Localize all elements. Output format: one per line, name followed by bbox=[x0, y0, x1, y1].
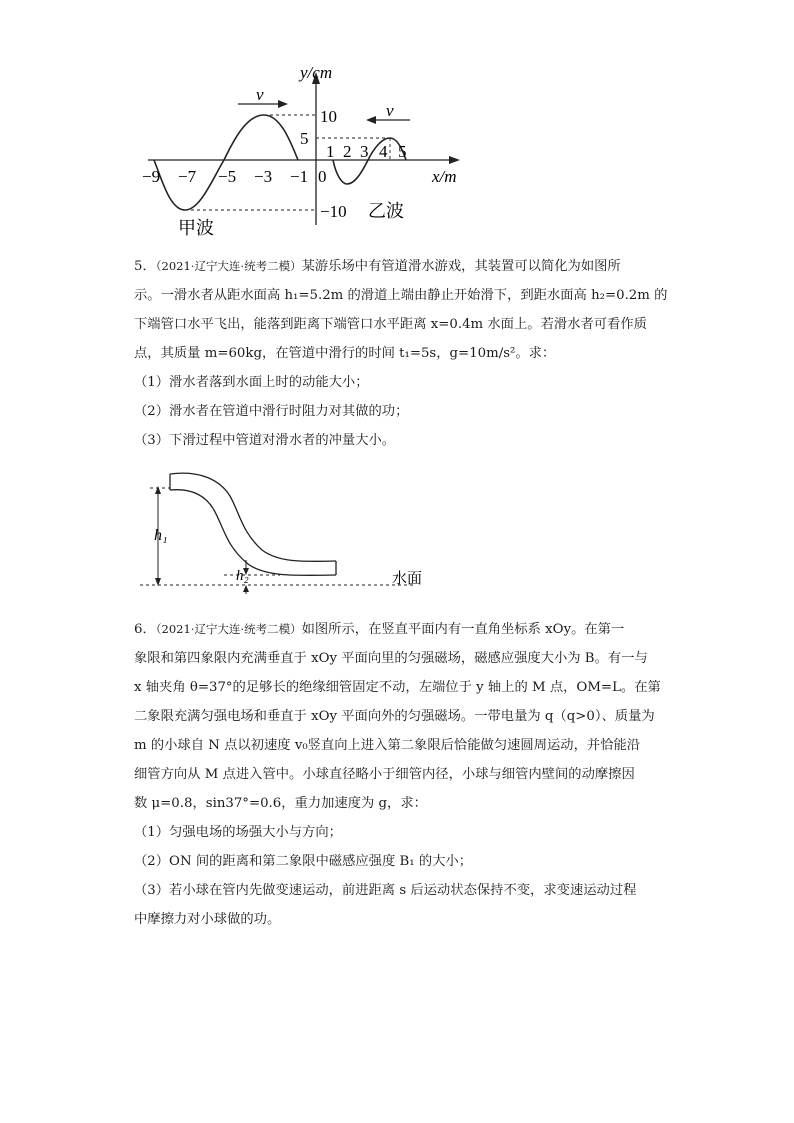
h1-label: h₁ bbox=[154, 527, 168, 544]
velocity-label-right: v bbox=[386, 101, 394, 120]
problem-6 bbox=[134, 615, 674, 934]
problem-6-line-6: 细管方向从 M 点进入管中。小球直径略小于细管内径，小球与细管内壁间的动摩擦因 bbox=[134, 767, 635, 782]
problem-6-question-3: （3）若小球在管内先做变速运动，前进距离 s 后运动状态保持不变，求变速运动过程 bbox=[134, 883, 637, 898]
origin-label: 0 bbox=[318, 167, 327, 186]
velocity-arrow-right-head bbox=[278, 100, 288, 108]
problem-6-question-3-cont: 中摩擦力对小球做的功。 bbox=[134, 912, 281, 927]
problem-5-line-1 bbox=[134, 252, 674, 281]
h1-arrow-up bbox=[155, 486, 161, 494]
problem-5-source: （2021·辽宁大连·统考二模） bbox=[155, 259, 302, 273]
problem-6-source: （2021·辽宁大连·统考二模） bbox=[155, 622, 302, 636]
x-tick-4: 4 bbox=[379, 142, 388, 161]
problem-6-text-1: 如图所示，在竖直平面内有一直角坐标系 xOy。在第一 bbox=[301, 622, 625, 637]
velocity-label-left: v bbox=[256, 85, 264, 104]
problem-5 bbox=[134, 252, 674, 455]
h2-arrow-up-head bbox=[243, 585, 249, 592]
problem-6-question-2: （2）ON 间的距离和第二象限中磁感应强度 B₁ 的大小； bbox=[134, 854, 473, 869]
problem-6-line-4: 二象限充满匀强电场和垂直于 xOy 平面向外的匀强磁场。一带电量为 q（q>0）、质量为 bbox=[134, 709, 655, 724]
slide-tube-top bbox=[170, 473, 336, 561]
x-axis-label: x/m bbox=[432, 167, 457, 186]
wave-b-label: 乙波 bbox=[368, 201, 404, 222]
slide-tube-bottom bbox=[170, 490, 336, 576]
wave-figure bbox=[140, 60, 480, 245]
slide-figure bbox=[140, 466, 440, 594]
x-axis-arrow bbox=[449, 156, 460, 164]
x-tick-5: 5 bbox=[398, 142, 407, 161]
y-tick-neg10: −10 bbox=[320, 202, 347, 221]
problem-6-line-1 bbox=[134, 615, 674, 644]
problem-5-question-1: （1）滑水者落到水面上时的动能大小； bbox=[134, 375, 369, 390]
problem-6-question-1: （1）匀强电场的场强大小与方向； bbox=[134, 825, 342, 840]
h2-label: h₂ bbox=[236, 568, 249, 584]
problem-5-question-3: （3）下滑过程中管道对滑水者的冲量大小。 bbox=[134, 433, 396, 448]
x-tick-3: 3 bbox=[360, 142, 369, 161]
x-tick-1: 1 bbox=[326, 142, 335, 161]
problem-6-line-7: 数 μ=0.8，sin37°=0.6，重力加速度为 g，求： bbox=[134, 796, 427, 811]
problem-5-text-1: 某游乐场中有管道滑水游戏，其装置可以简化为如图所 bbox=[301, 259, 621, 274]
problem-5-line-3: 下端管口水平飞出，能落到距离下端管口水平距离 x=0.4m 水面上。若滑水者可看作质 bbox=[134, 317, 647, 332]
problem-5-number: 5． bbox=[134, 259, 156, 274]
velocity-arrow-left-head bbox=[366, 116, 376, 124]
x-tick-neg7: −7 bbox=[178, 167, 197, 186]
problem-6-line-5: m 的小球自 N 点以初速度 v₀竖直向上进入第二象限后恰能做匀速圆周运动，并恰能沿 bbox=[134, 738, 641, 753]
x-tick-2: 2 bbox=[343, 142, 352, 161]
problem-6-line-3: x 轴夹角 θ=37°的足够长的绝缘细管固定不动，左端位于 y 轴上的 M 点，OM=L。在第 bbox=[134, 680, 661, 695]
x-tick-neg9: −9 bbox=[142, 167, 161, 186]
y-tick-5: 5 bbox=[300, 129, 309, 148]
wave-a-curve bbox=[154, 115, 298, 210]
y-axis-label: y/cm bbox=[300, 63, 333, 82]
water-surface-label: 水面 bbox=[392, 569, 423, 587]
wave-a-label: 甲波 bbox=[178, 218, 214, 239]
problem-6-number: 6． bbox=[134, 622, 156, 637]
problem-5-question-2: （2）滑水者在管道中滑行时阻力对其做的功； bbox=[134, 404, 409, 419]
y-tick-10: 10 bbox=[320, 107, 337, 126]
problem-6-line-2: 象限和第四象限内充满垂直于 xOy 平面向里的匀强磁场，磁感应强度大小为 B。有一与 bbox=[134, 651, 648, 666]
problem-5-line-2: 示。一滑水者从距水面高 h₁=5.2m 的滑道上端由静止开始滑下，到距水面高 h₂=0.2m 的 bbox=[134, 288, 668, 303]
x-tick-neg1: −1 bbox=[290, 167, 309, 186]
problem-5-line-4: 点，其质量 m=60kg，在管道中滑行的时间 t₁=5s，g=10m/s²。求： bbox=[134, 346, 556, 361]
x-tick-neg3: −3 bbox=[254, 167, 273, 186]
x-tick-neg5: −5 bbox=[218, 167, 237, 186]
